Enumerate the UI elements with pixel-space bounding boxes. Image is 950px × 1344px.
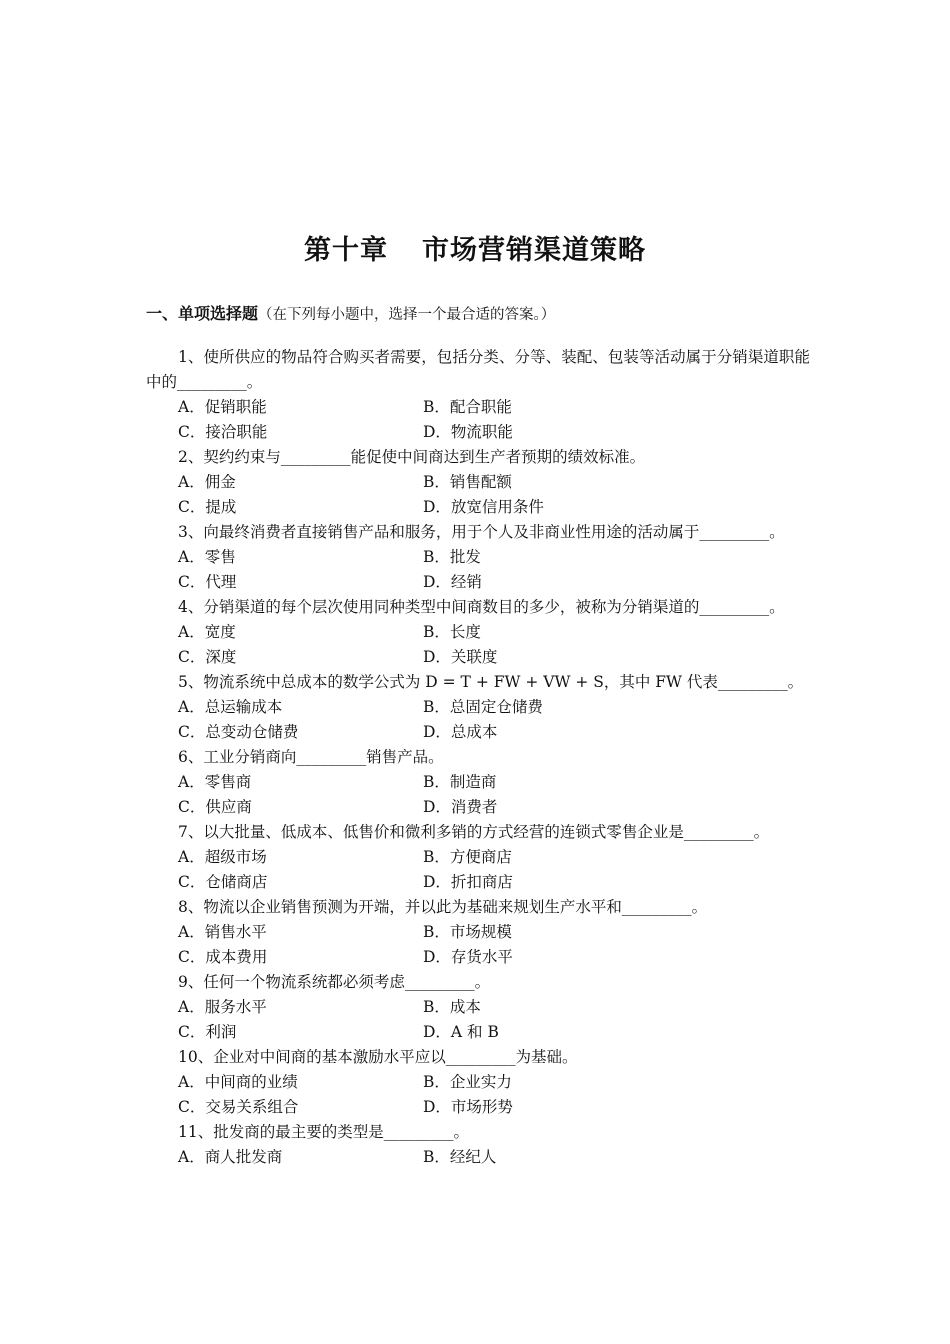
option-row (146, 395, 810, 420)
answer-option: D．折扣商店 (423, 873, 513, 891)
answer-option: A．总运输成本 (178, 698, 283, 716)
answer-option: C．代理 (178, 573, 237, 591)
answer-option: D．经销 (423, 573, 482, 591)
answer-option: C．接洽职能 (178, 423, 268, 441)
answer-option: B．长度 (423, 623, 481, 641)
answer-option: C．深度 (178, 648, 237, 666)
answer-option: A．佣金 (178, 473, 236, 491)
option-row (146, 945, 810, 970)
option-row (146, 695, 810, 720)
answer-option: C．仓储商店 (178, 873, 268, 891)
answer-option: B．销售配额 (423, 473, 512, 491)
option-row (146, 995, 810, 1020)
question-text: 11、批发商的最主要的类型是_________。 (178, 1123, 469, 1141)
answer-option: A．服务水平 (178, 998, 267, 1016)
answer-option: A．零售商 (178, 773, 252, 791)
option-row (146, 545, 810, 570)
answer-option: B．企业实力 (423, 1073, 512, 1091)
answer-option: A．商人批发商 (178, 1148, 283, 1166)
answer-option: B．批发 (423, 548, 481, 566)
answer-option: D．存货水平 (423, 948, 513, 966)
option-row (146, 720, 810, 745)
answer-option: A．超级市场 (178, 848, 267, 866)
answer-option: C．交易关系组合 (178, 1098, 299, 1116)
answer-option: B．配合职能 (423, 398, 512, 416)
answer-option: D．放宽信用条件 (423, 498, 544, 516)
option-row (146, 870, 810, 895)
chapter-number: 第十章 (304, 235, 388, 266)
question-text: 2、契约约束与_________能促使中间商达到生产者预期的绩效标准。 (178, 448, 646, 466)
section-title: 一、单项选择题 (146, 304, 259, 323)
option-row (146, 645, 810, 670)
answer-option: A．销售水平 (178, 923, 267, 941)
answer-option: A．零售 (178, 548, 236, 566)
answer-option: D．消费者 (423, 798, 498, 816)
answer-option: A．宽度 (178, 623, 236, 641)
answer-option: D．总成本 (423, 723, 498, 741)
question-text: 3、向最终消费者直接销售产品和服务，用于个人及非商业性用途的活动属于_________。 (178, 523, 785, 541)
option-row (146, 920, 810, 945)
answer-option: C．总变动仓储费 (178, 723, 299, 741)
question-text: 9、任何一个物流系统都必须考虑_________。 (178, 973, 491, 991)
option-row (146, 1145, 810, 1170)
answer-option: C．提成 (178, 498, 237, 516)
option-row (146, 1095, 810, 1120)
question-text: 4、分销渠道的每个层次使用同种类型中间商数目的多少，被称为分销渠道的_________。 (178, 598, 785, 616)
answer-option: C．利润 (178, 1023, 237, 1041)
answer-option: D．市场形势 (423, 1098, 513, 1116)
option-row (146, 845, 810, 870)
question-text: 8、物流以企业销售预测为开端，并以此为基础来规划生产水平和_________。 (178, 898, 708, 916)
answer-option: C．成本费用 (178, 948, 268, 966)
section-heading (146, 301, 555, 324)
option-row (146, 470, 810, 495)
chapter-name: 市场营销渠道策略 (422, 235, 646, 266)
answer-option: B．市场规模 (423, 923, 512, 941)
question-text: 7、以大批量、低成本、低售价和微利多销的方式经营的连锁式零售企业是_________。 (178, 823, 770, 841)
option-row (146, 620, 810, 645)
option-row (146, 770, 810, 795)
question-text: 6、工业分销商向_________销售产品。 (178, 748, 444, 766)
option-row (146, 570, 810, 595)
answer-option: B．制造商 (423, 773, 497, 791)
question-text: 1、使所供应的物品符合购买者需要，包括分类、分等、装配、包装等活动属于分销渠道职能中的_________。 (146, 348, 810, 391)
section-instruction: （在下列每小题中，选择一个最合适的答案。） (258, 307, 556, 323)
option-row (146, 1070, 810, 1095)
answer-option: D．关联度 (423, 648, 498, 666)
answer-option: D．物流职能 (423, 423, 513, 441)
question-text: 10、企业对中间商的基本激励水平应以_________为基础。 (178, 1048, 578, 1066)
answer-option: B．成本 (423, 998, 481, 1016)
option-row (146, 495, 810, 520)
option-row (146, 1020, 810, 1045)
answer-option: A．促销职能 (178, 398, 267, 416)
question-list (146, 345, 810, 1170)
answer-option: B．经纪人 (423, 1148, 497, 1166)
option-row (146, 795, 810, 820)
question-text: 5、物流系统中总成本的数学公式为 D = T + FW + VW + S，其中 FW 代表_________。 (178, 673, 804, 691)
answer-option: B．总固定仓储费 (423, 698, 543, 716)
answer-option: C．供应商 (178, 798, 252, 816)
answer-option: A．中间商的业绩 (178, 1073, 298, 1091)
chapter-title (0, 228, 950, 267)
answer-option: D．A 和 B (423, 1023, 499, 1041)
option-row (146, 420, 810, 445)
answer-option: B．方便商店 (423, 848, 512, 866)
